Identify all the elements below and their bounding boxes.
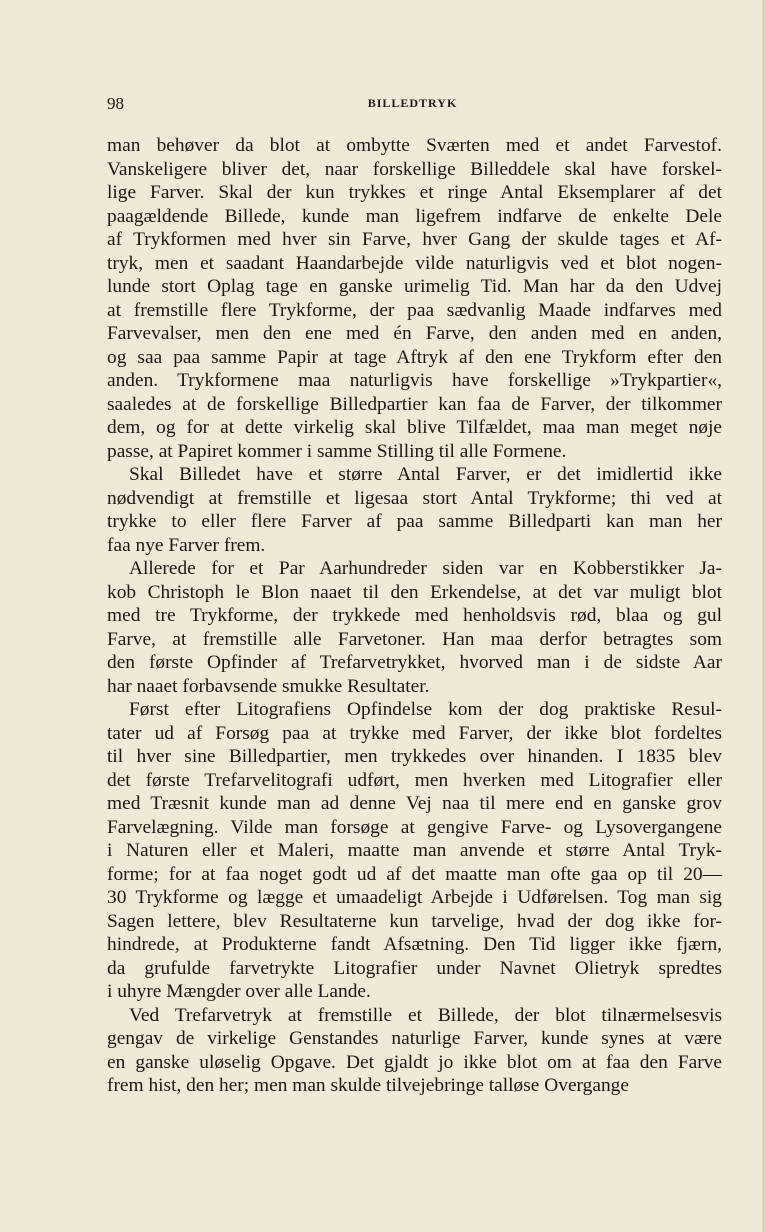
text-line: med tre Trykforme, der trykkede med henholdsvis rød, blaa og gul: [107, 605, 722, 626]
text-line: kob Christoph le Blon naaet til den Erkendelse, at det var muligt blot: [107, 581, 722, 603]
text-line: gengav de virkelige Genstandes naturlige Farver, kunde synes at være: [107, 1028, 722, 1049]
text-line: at fremstille flere Trykforme, der paa sædvanlig Maade indfarves med: [107, 299, 722, 321]
text-line: det første Trefarvelitografi udført, men hverken med Litografier eller: [107, 769, 722, 791]
text-line: paagældende Billede, kunde man ligefrem indfarve de enkelte Dele: [107, 205, 722, 227]
paragraph: [107, 557, 722, 698]
text-line: Farvevalser, men den ene med én Farve, den anden med en anden,: [107, 323, 722, 344]
text-line: Allerede for et Par Aarhundreder siden var en Kobberstikker Ja-: [129, 558, 722, 579]
text-line: Farvelægning. Vilde man forsøge at gengive Farve- og Lysovergangene: [107, 816, 722, 838]
paragraph: [107, 134, 722, 463]
text-line: har naaet forbavsende smukke Resultater.: [107, 675, 430, 697]
page-number: 98: [107, 94, 124, 113]
text-line: tryk, men et saadant Haandarbejde vilde naturligvis ved et blot nogen-: [107, 252, 722, 274]
text-line: den første Opfinder af Trefarvetrykket, hvorved man i de sidste Aar: [107, 652, 722, 673]
text-line: 30 Trykforme og lægge et umaadeligt Arbejde i Udførelsen. Tog man sig: [107, 887, 722, 908]
page-header: [107, 94, 718, 120]
text-line: nødvendigt at fremstille et ligesaa stort Antal Trykforme; thi ved at: [107, 487, 722, 509]
text-line: faa nye Farver frem.: [107, 534, 266, 556]
text-line: i Naturen eller et Maleri, maatte man anvende et større Antal Tryk-: [107, 840, 722, 861]
running-head: BILLEDTRYK: [367, 96, 458, 110]
body-text: [107, 134, 722, 1098]
text-line: lige Farver. Skal der kun trykkes et ringe Antal Eksemplarer af det: [107, 182, 722, 203]
text-line: af Trykformen med hver sin Farve, hver Gang der skulde tages et Af-: [107, 229, 722, 250]
text-line: anden. Trykformene maa naturligvis have forskellige »Trykpartier«,: [107, 370, 722, 391]
text-line: da grufulde farvetrykte Litografier under Navnet Olietryk spredtes: [107, 957, 722, 979]
paragraph: [107, 463, 722, 557]
text-line: i uhyre Mængder over alle Lande.: [107, 981, 371, 1002]
text-line: forme; for at faa noget godt ud af det maatte man ofte gaa op til 20—: [107, 863, 722, 885]
paragraph: [107, 698, 722, 1004]
text-line: man behøver da blot at ombytte Sværten med et andet Farvestof.: [107, 135, 722, 156]
text-line: dem, og for at dette virkelig skal blive Tilfældet, maa man meget nøje: [107, 417, 722, 438]
text-line: Først efter Litografiens Opfindelse kom der dog praktiske Resul-: [129, 699, 722, 720]
text-line: trykke to eller flere Farver af paa samme Billedparti kan man her: [107, 511, 722, 532]
text-line: passe, at Papiret kommer i samme Stilling til alle Formene.: [107, 440, 567, 462]
text-line: Skal Billedet have et større Antal Farver, er det imidlertid ikke: [129, 464, 722, 485]
text-line: Sagen lettere, blev Resultaterne kun tarvelige, hvad der dog ikke for-: [107, 910, 722, 932]
text-line: til hver sine Billedpartier, men trykkedes over hinanden. I 1835 blev: [107, 746, 722, 767]
text-line: tater ud af Forsøg paa at trykke med Farver, der ikke blot fordeltes: [107, 722, 722, 744]
text-line: med Træsnit kunde man ad denne Vej naa til mere end en ganske grov: [107, 793, 722, 814]
text-line: frem hist, den her; men man skulde tilvejebringe talløse Overgange: [107, 1075, 629, 1096]
text-line: lunde stort Oplag tage en ganske urimelig Tid. Man har da den Udvej: [107, 276, 722, 297]
text-line: Ved Trefarvetryk at fremstille et Billede, der blot tilnærmelsesvis: [129, 1004, 722, 1026]
text-line: saaledes at de forskellige Billedpartier kan faa de Farver, der tilkommer: [107, 393, 722, 415]
text-line: Farve, at fremstille alle Farvetoner. Han maa derfor betragtes som: [107, 628, 722, 650]
text-line: Vanskeligere bliver det, naar forskellige Billeddele skal have forskel-: [107, 158, 722, 180]
text-line: hindrede, at Produkterne fandt Afsætning. Den Tid ligger ikke fjærn,: [107, 934, 722, 955]
text-line: en ganske uløselig Opgave. Det gjaldt jo ikke blot om at faa den Farve: [107, 1051, 722, 1073]
paragraph: [107, 1004, 722, 1098]
text-line: og saa paa samme Papir at tage Aftryk af den ene Trykform efter den: [107, 346, 722, 368]
